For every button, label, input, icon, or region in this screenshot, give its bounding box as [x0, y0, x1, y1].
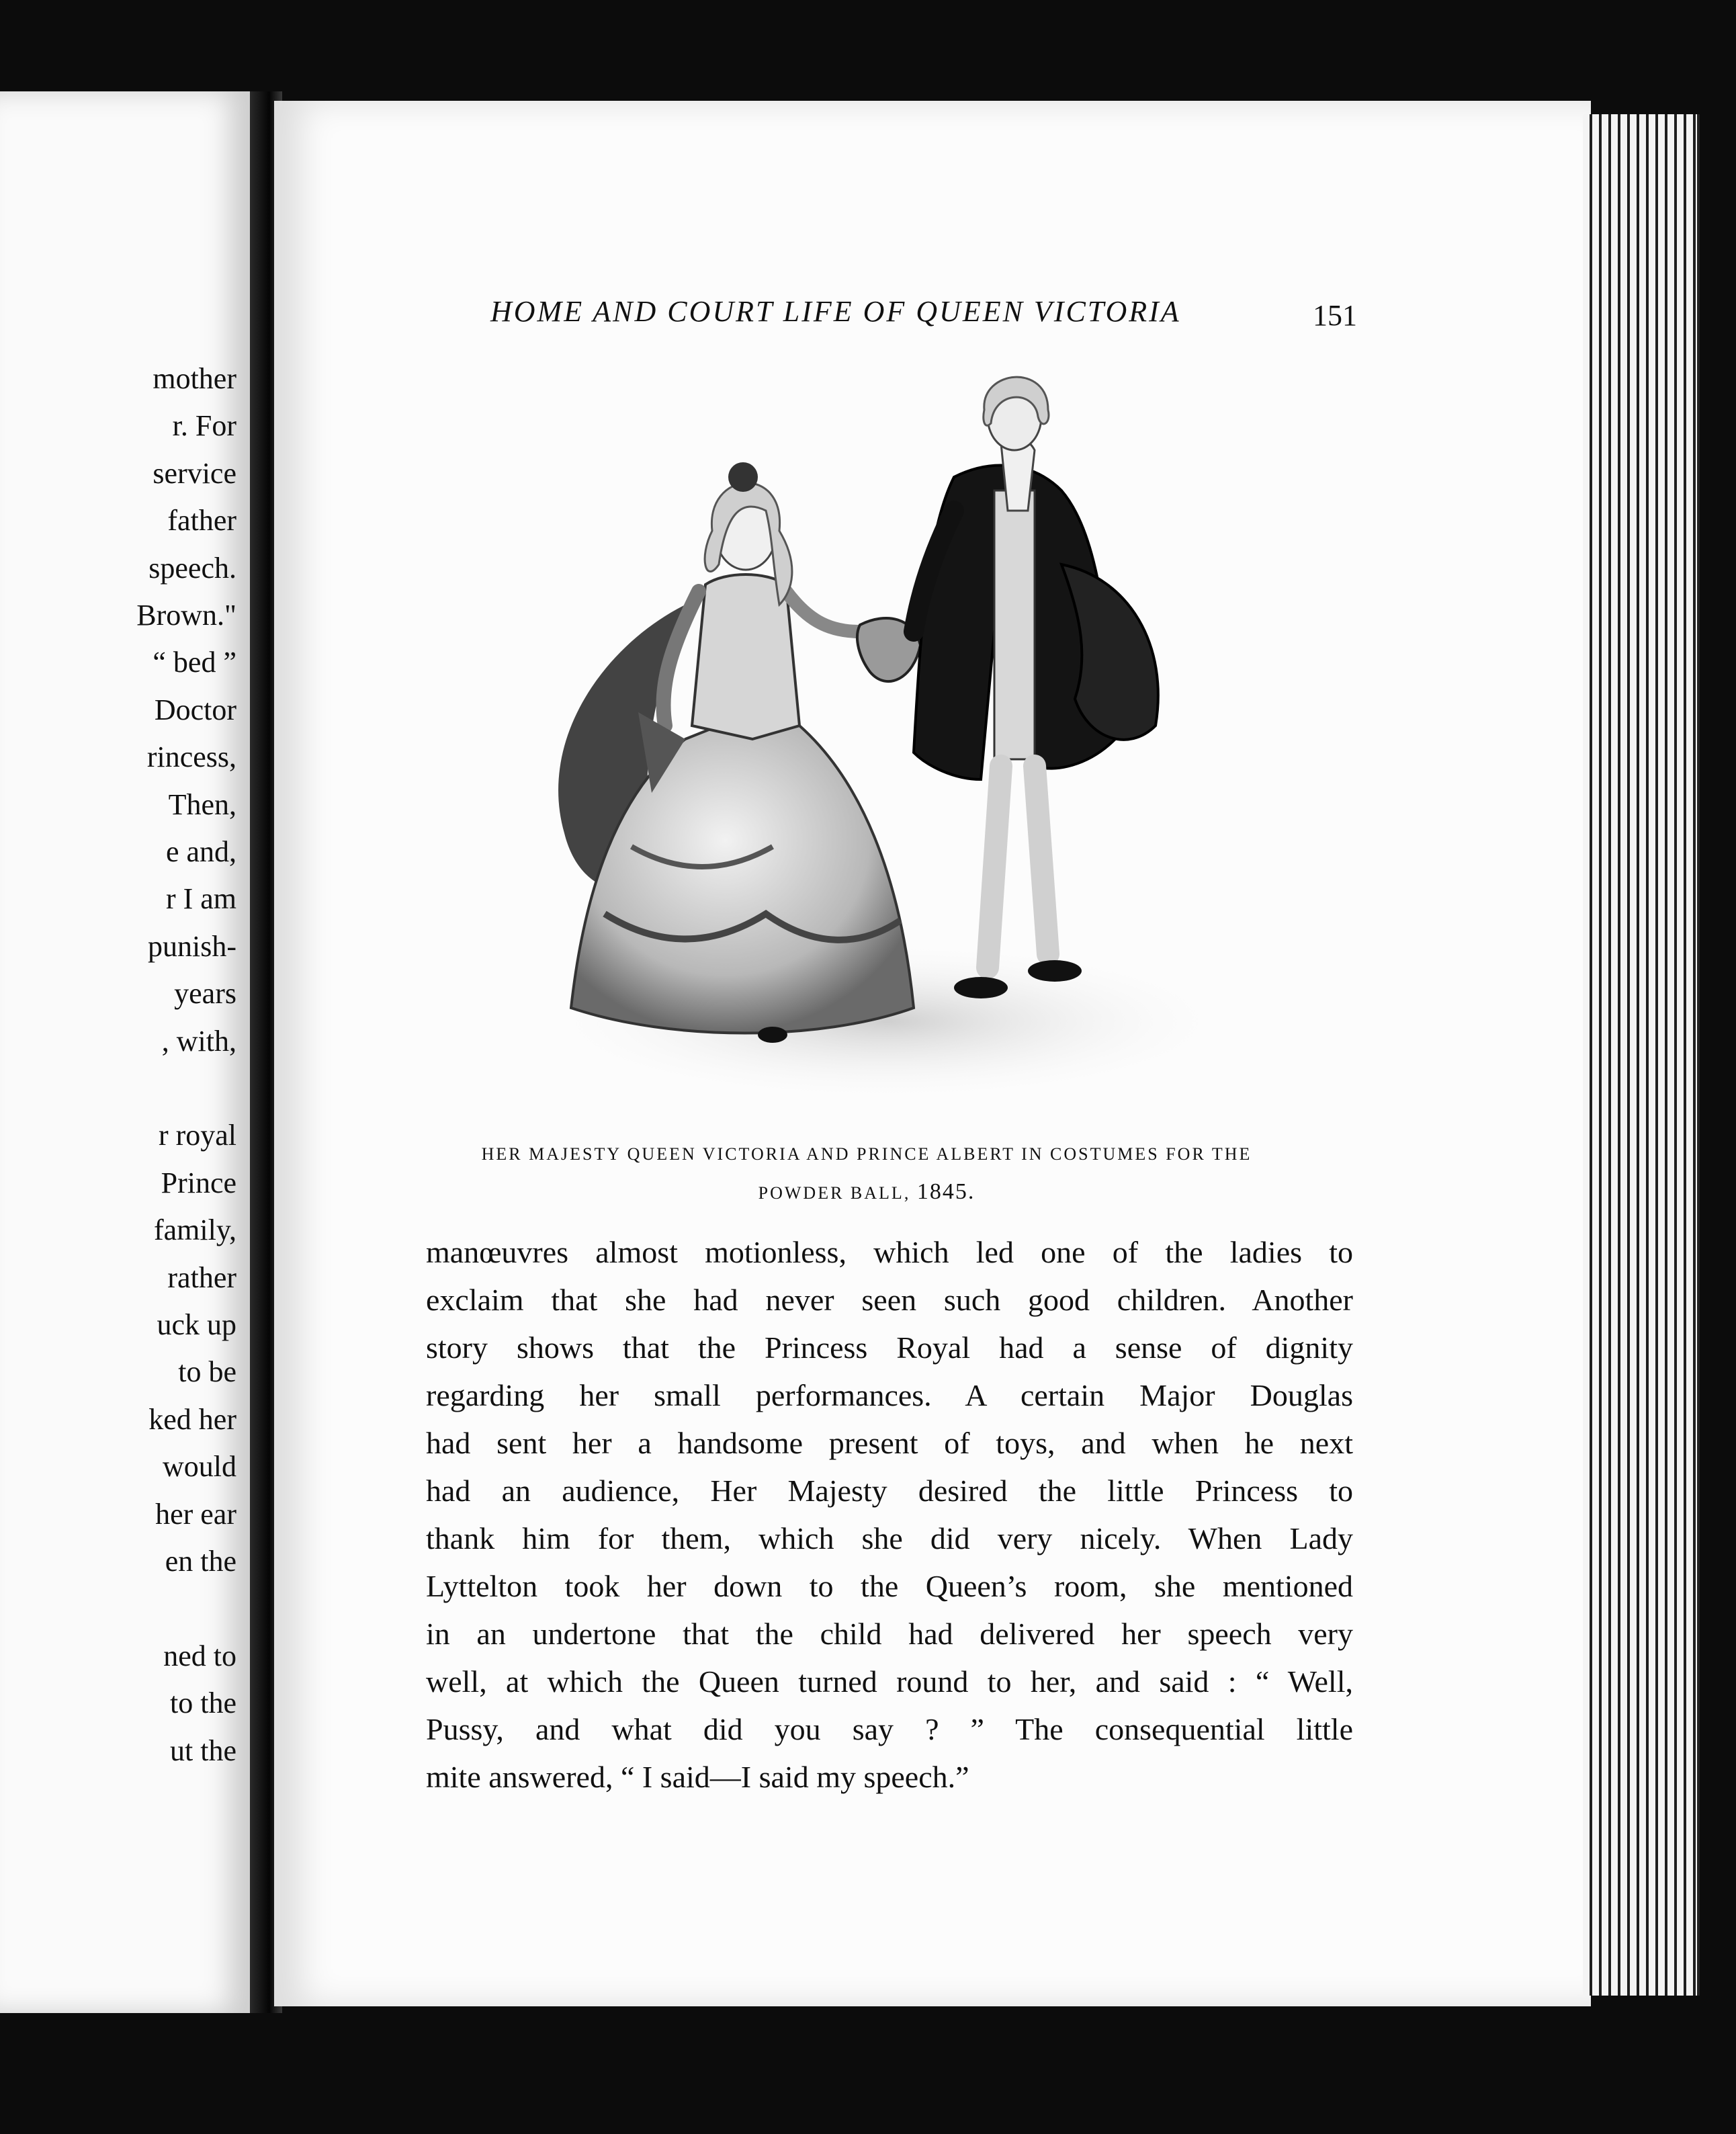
body-line: mite answered, “ I said—I said my speech.” [426, 1760, 969, 1794]
body-line: had an audience, Her Majesty desired the little Princess to [426, 1474, 1353, 1508]
previous-page-line: to the [170, 1687, 236, 1719]
previous-page-line: r royal [158, 1119, 236, 1152]
body-line: well, at which the Queen turned round to her, and said : “ Well, [426, 1664, 1353, 1699]
previous-page-line: ned to [163, 1639, 236, 1672]
caption-line-2 [430, 1173, 1303, 1212]
previous-page-line: uck up [157, 1308, 236, 1341]
previous-page-line: rincess, [146, 740, 236, 773]
previous-page-line: ked her [148, 1403, 236, 1436]
previous-page-line: years [174, 977, 236, 1010]
previous-page-line: would [163, 1450, 236, 1483]
caption-year: 1845. [916, 1179, 975, 1204]
previous-page-line: mother [153, 362, 236, 395]
previous-page-line: service [153, 457, 236, 490]
page-number: 151 [1313, 299, 1357, 332]
previous-page-line: r. For [172, 409, 236, 442]
previous-page-line: her ear [155, 1498, 236, 1531]
body-line: Pussy, and what did you say ? ” The consequential little [426, 1712, 1353, 1746]
previous-page-line: , with, [161, 1025, 236, 1058]
previous-page-line: e and, [165, 835, 236, 868]
previous-page-line: en the [165, 1545, 236, 1578]
previous-page-line: father [167, 504, 236, 537]
running-head: HOME AND COURT LIFE OF QUEEN VICTORIA [490, 295, 1181, 328]
previous-page-line: speech. [148, 552, 236, 585]
previous-page-line: r I am [165, 882, 236, 915]
body-text [426, 1228, 1353, 1801]
illustration-caption [430, 1136, 1303, 1212]
body-line: thank him for them, which she did very nicely. When Lady [426, 1521, 1353, 1555]
body-line: Lyttelton took her down to the Queen’s room, she mentioned [426, 1569, 1353, 1603]
body-line: story shows that the Princess Royal had a sense of dignity [426, 1330, 1353, 1365]
previous-page-line: ut the [170, 1734, 236, 1767]
previous-page-line: Then, [168, 788, 236, 821]
previous-page-line: Brown." [136, 599, 236, 632]
body-line: in an undertone that the child had delivered her speech very [426, 1617, 1353, 1651]
previous-page-line: Doctor [154, 693, 236, 726]
caption-text: POWDER BALL, [758, 1183, 911, 1203]
previous-page-line: family, [154, 1213, 236, 1246]
body-line: manœuvres almost motionless, which led one of the ladies to [426, 1235, 1353, 1269]
body-line: exclaim that she had never seen such good children. Another [426, 1283, 1353, 1317]
body-line: regarding her small performances. A certain Major Douglas [426, 1378, 1353, 1412]
page-edges [1583, 114, 1700, 1996]
previous-page-line: Prince [161, 1166, 236, 1199]
previous-page-line: rather [167, 1261, 236, 1294]
costume-illustration [484, 363, 1317, 1115]
caption-line-1: HER MAJESTY QUEEN VICTORIA AND PRINCE ALBERT IN COSTUMES FOR THE [481, 1144, 1252, 1164]
previous-page-line: punish- [148, 930, 236, 963]
prince-albert-figure [914, 377, 1158, 998]
previous-page [0, 91, 259, 2013]
previous-page-line: “ bed ” [153, 646, 236, 679]
body-line: had sent her a handsome present of toys, and when he next [426, 1426, 1353, 1460]
previous-page-line: to be [178, 1355, 236, 1388]
